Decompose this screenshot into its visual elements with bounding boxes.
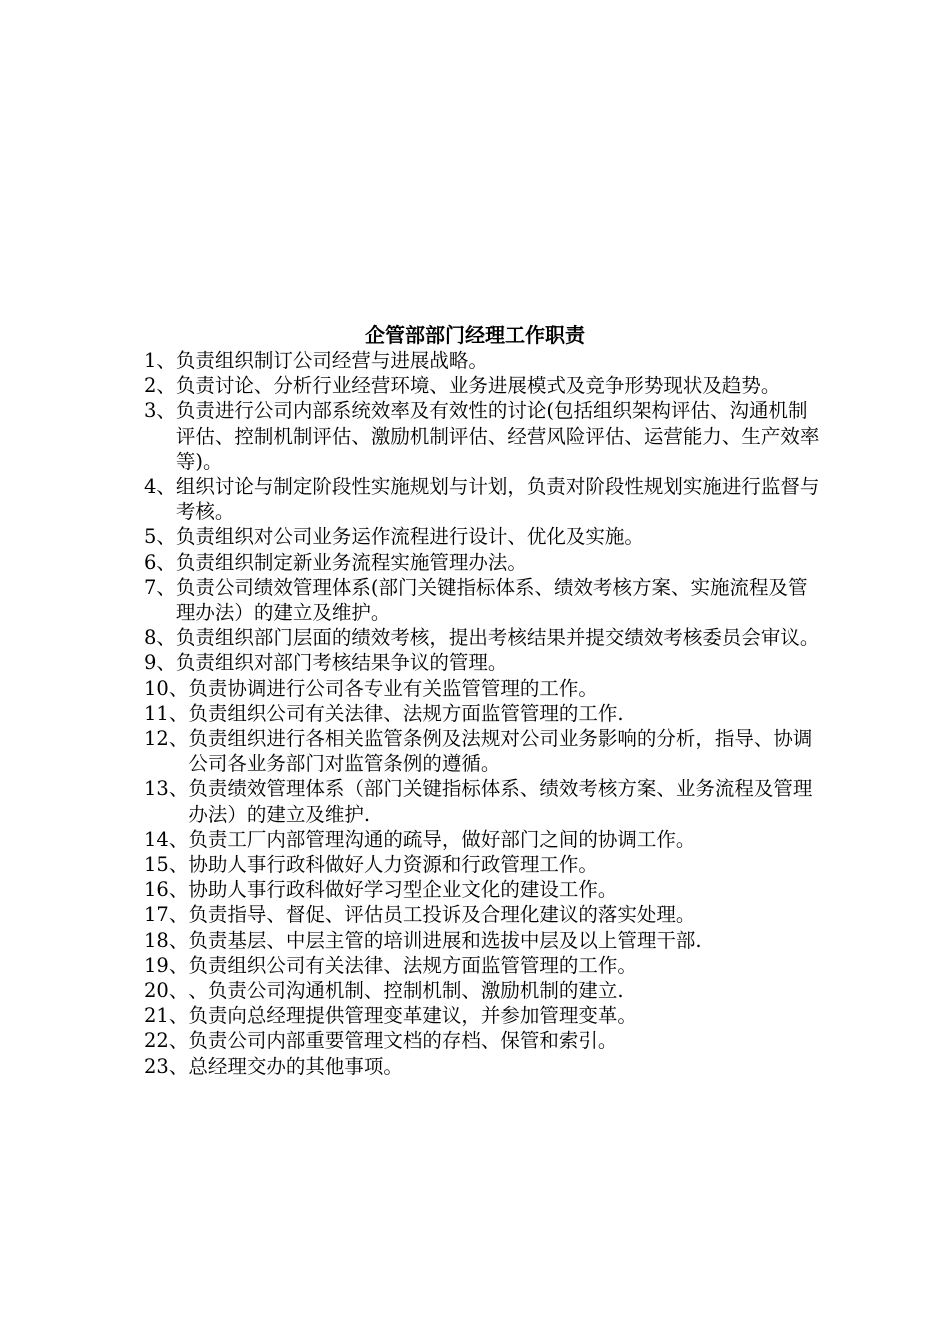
list-item (144, 550, 824, 575)
item-text: 负责指导、督促、评估员工投诉及合理化建议的落实处理。 (188, 903, 696, 927)
list-item (144, 928, 824, 953)
list-item (144, 373, 824, 398)
list-item (144, 776, 824, 826)
item-text: 协助人事行政科做好人力资源和行政管理工作。 (188, 853, 598, 877)
item-text: 负责绩效管理体系（部门关键指标体系、绩效考核方案、业务流程及管理办法）的建立及维护. (188, 777, 813, 826)
list-item (144, 902, 824, 927)
item-text: 协助人事行政科做好学习型企业文化的建设工作。 (188, 878, 618, 902)
item-number: 13、 (144, 777, 189, 801)
document-title: 企管部部门经理工作职责 (365, 323, 585, 347)
list-item (144, 575, 824, 625)
item-number: 23、 (144, 1054, 189, 1078)
item-number: 2、 (144, 374, 176, 398)
item-text: 负责组织公司有关法律、法规方面监管管理的工作. (188, 701, 624, 725)
item-number: 8、 (144, 626, 176, 650)
item-number: 10、 (144, 676, 189, 700)
item-text: 总经理交办的其他事项。 (188, 1054, 403, 1078)
list-item (144, 474, 824, 524)
item-number: 6、 (144, 550, 176, 574)
item-text: 负责组织制定新业务流程实施管理办法。 (175, 550, 527, 574)
list-item (144, 1028, 824, 1053)
item-number: 15、 (144, 853, 189, 877)
item-number: 16、 (144, 878, 189, 902)
item-text: 负责组织公司有关法律、法规方面监管管理的工作。 (188, 953, 637, 977)
list-item (144, 625, 824, 650)
list-item (144, 348, 824, 373)
list-item (144, 827, 824, 852)
item-text: 负责工厂内部管理沟通的疏导，做好部门之间的协调工作。 (188, 827, 696, 851)
item-number: 5、 (144, 525, 176, 549)
item-number: 7、 (144, 575, 176, 599)
duty-list (144, 348, 824, 1079)
item-number: 12、 (144, 727, 189, 751)
list-item (144, 953, 824, 978)
item-number: 14、 (144, 827, 189, 851)
list-item (144, 701, 824, 726)
list-item (144, 398, 824, 474)
item-number: 22、 (144, 1029, 189, 1053)
list-item (144, 852, 824, 877)
item-text: 负责向总经理提供管理变革建议，并参加管理变革。 (188, 1004, 637, 1028)
item-text: 负责组织对部门考核结果争议的管理。 (175, 651, 508, 675)
list-item (144, 726, 824, 776)
item-number: 1、 (144, 349, 176, 372)
list-item (144, 524, 824, 549)
item-text: 负责组织部门层面的绩效考核，提出考核结果并提交绩效考核委员会审议。 (175, 626, 820, 650)
list-item (144, 877, 824, 902)
item-text: 负责组织制订公司经营与进展战略。 (175, 349, 488, 372)
list-item (144, 978, 824, 1003)
item-text: 负责组织进行各相关监管条例及法规对公司业务影响的分析，指导、协调公司各业务部门对监管条例的遵循。 (188, 727, 813, 776)
item-text: 负责公司内部重要管理文档的存档、保管和索引。 (188, 1029, 618, 1053)
list-item (144, 650, 824, 675)
item-number: 20、 (144, 979, 189, 1003)
item-text: 负责组织对公司业务运作流程进行设计、优化及实施。 (175, 525, 644, 549)
item-number: 11、 (144, 701, 189, 725)
item-number: 3、 (144, 399, 176, 423)
list-item (144, 1003, 824, 1028)
item-number: 17、 (144, 903, 189, 927)
item-text: 负责基层、中层主管的培训进展和选拔中层及以上管理干部. (188, 928, 702, 952)
list-item (144, 1054, 824, 1079)
item-number: 19、 (144, 953, 189, 977)
item-text: 组织讨论与制定阶段性实施规划与计划，负责对阶段性规划实施进行监督与考核。 (175, 475, 820, 524)
item-text: 负责公司绩效管理体系(部门关键指标体系、绩效考核方案、实施流程及管理办法）的建立及维护。 (175, 575, 808, 625)
item-number: 21、 (144, 1004, 189, 1028)
item-text: 负责进行公司内部系统效率及有效性的讨论(包括组织架构评估、沟通机制评估、控制机制评估、激励机制评估、经营风险评估、运营能力、生产效率等)。 (175, 399, 820, 473)
item-number: 9、 (144, 651, 176, 675)
item-number: 18、 (144, 928, 189, 952)
list-item (144, 676, 824, 701)
item-text: 负责讨论、分析行业经营环境、业务进展模式及竞争形势现状及趋势。 (175, 374, 781, 398)
item-text: 、负责公司沟通机制、控制机制、激励机制的建立. (188, 979, 624, 1003)
item-text: 负责协调进行公司各专业有关监管管理的工作。 (188, 676, 598, 700)
item-number: 4、 (144, 475, 176, 499)
